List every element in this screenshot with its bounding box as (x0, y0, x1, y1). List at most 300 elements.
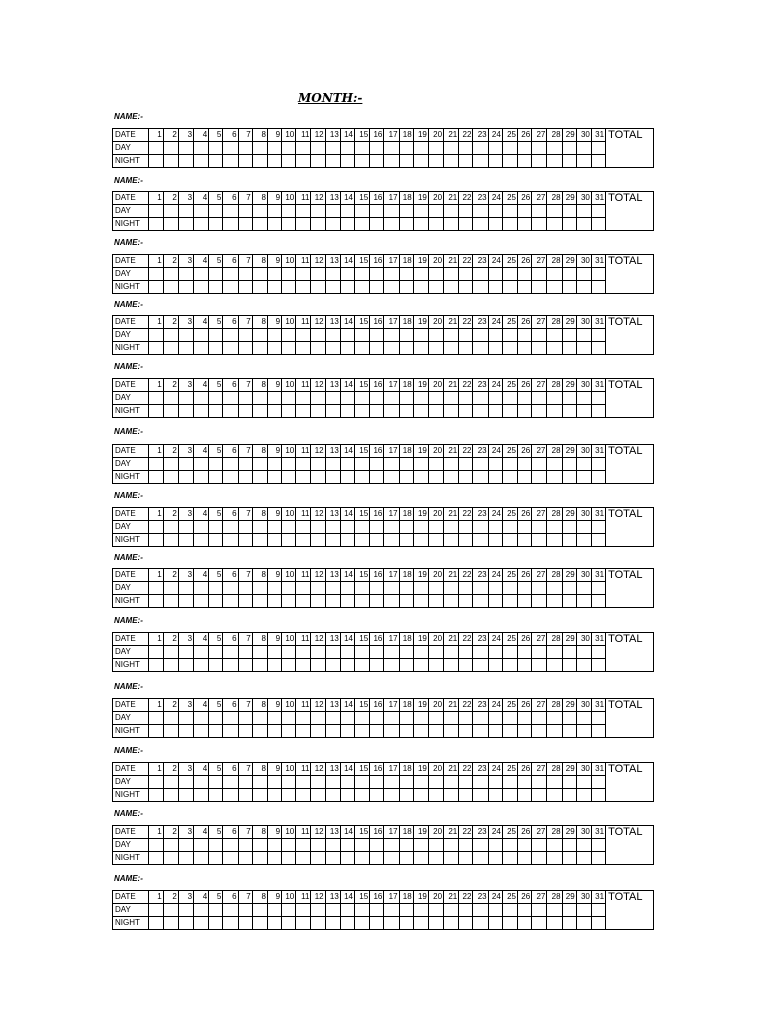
total-cell[interactable]: TOTAL (606, 508, 654, 547)
attendance-cell[interactable] (282, 155, 296, 168)
attendance-cell[interactable] (562, 458, 576, 471)
attendance-cell[interactable] (296, 712, 311, 725)
attendance-cell[interactable] (311, 712, 325, 725)
attendance-cell[interactable] (325, 776, 340, 789)
attendance-cell[interactable] (296, 405, 311, 418)
attendance-cell[interactable] (413, 405, 428, 418)
attendance-cell[interactable] (547, 776, 562, 789)
attendance-cell[interactable] (163, 342, 178, 355)
attendance-cell[interactable] (178, 458, 193, 471)
attendance-cell[interactable] (428, 521, 443, 534)
attendance-cell[interactable] (267, 659, 281, 672)
attendance-cell[interactable] (370, 281, 384, 294)
attendance-cell[interactable] (194, 789, 209, 802)
attendance-cell[interactable] (325, 268, 340, 281)
attendance-cell[interactable] (178, 776, 193, 789)
total-cell[interactable]: TOTAL (606, 826, 654, 865)
attendance-cell[interactable] (473, 218, 488, 231)
attendance-cell[interactable] (517, 392, 531, 405)
attendance-cell[interactable] (444, 521, 459, 534)
attendance-cell[interactable] (444, 595, 459, 608)
attendance-cell[interactable] (238, 155, 252, 168)
attendance-cell[interactable] (576, 281, 591, 294)
attendance-cell[interactable] (267, 281, 281, 294)
attendance-cell[interactable] (384, 839, 399, 852)
attendance-cell[interactable] (149, 142, 163, 155)
attendance-cell[interactable] (194, 595, 209, 608)
attendance-cell[interactable] (562, 155, 576, 168)
attendance-cell[interactable] (591, 268, 605, 281)
attendance-cell[interactable] (459, 917, 473, 930)
attendance-cell[interactable] (399, 595, 413, 608)
attendance-cell[interactable] (576, 329, 591, 342)
attendance-cell[interactable] (354, 582, 369, 595)
attendance-cell[interactable] (384, 646, 399, 659)
attendance-cell[interactable] (370, 329, 384, 342)
attendance-cell[interactable] (209, 646, 223, 659)
attendance-cell[interactable] (547, 458, 562, 471)
attendance-cell[interactable] (444, 917, 459, 930)
attendance-cell[interactable] (502, 595, 517, 608)
attendance-cell[interactable] (311, 471, 325, 484)
attendance-cell[interactable] (267, 329, 281, 342)
attendance-cell[interactable] (296, 904, 311, 917)
attendance-cell[interactable] (252, 659, 267, 672)
attendance-cell[interactable] (413, 142, 428, 155)
attendance-cell[interactable] (325, 904, 340, 917)
attendance-cell[interactable] (252, 268, 267, 281)
attendance-cell[interactable] (428, 659, 443, 672)
attendance-cell[interactable] (576, 712, 591, 725)
attendance-cell[interactable] (532, 142, 547, 155)
attendance-cell[interactable] (444, 268, 459, 281)
attendance-cell[interactable] (194, 155, 209, 168)
attendance-cell[interactable] (325, 281, 340, 294)
attendance-cell[interactable] (178, 646, 193, 659)
attendance-cell[interactable] (267, 595, 281, 608)
attendance-cell[interactable] (354, 776, 369, 789)
attendance-cell[interactable] (399, 392, 413, 405)
attendance-cell[interactable] (428, 142, 443, 155)
attendance-cell[interactable] (252, 342, 267, 355)
attendance-cell[interactable] (488, 595, 502, 608)
attendance-cell[interactable] (325, 458, 340, 471)
attendance-cell[interactable] (178, 839, 193, 852)
attendance-cell[interactable] (163, 582, 178, 595)
attendance-cell[interactable] (502, 917, 517, 930)
attendance-cell[interactable] (178, 142, 193, 155)
attendance-cell[interactable] (149, 521, 163, 534)
attendance-cell[interactable] (428, 595, 443, 608)
attendance-cell[interactable] (370, 725, 384, 738)
attendance-cell[interactable] (238, 268, 252, 281)
attendance-cell[interactable] (194, 646, 209, 659)
attendance-cell[interactable] (428, 789, 443, 802)
total-cell[interactable]: TOTAL (606, 763, 654, 802)
attendance-cell[interactable] (267, 852, 281, 865)
attendance-cell[interactable] (562, 392, 576, 405)
attendance-cell[interactable] (311, 534, 325, 547)
attendance-cell[interactable] (149, 646, 163, 659)
attendance-cell[interactable] (502, 471, 517, 484)
attendance-cell[interactable] (370, 405, 384, 418)
attendance-cell[interactable] (517, 268, 531, 281)
total-cell[interactable]: TOTAL (606, 255, 654, 294)
attendance-cell[interactable] (576, 595, 591, 608)
attendance-cell[interactable] (354, 917, 369, 930)
attendance-cell[interactable] (340, 776, 354, 789)
total-cell[interactable]: TOTAL (606, 699, 654, 738)
attendance-cell[interactable] (194, 218, 209, 231)
total-cell[interactable]: TOTAL (606, 891, 654, 930)
attendance-cell[interactable] (282, 521, 296, 534)
attendance-cell[interactable] (517, 725, 531, 738)
attendance-cell[interactable] (428, 534, 443, 547)
attendance-cell[interactable] (459, 342, 473, 355)
attendance-cell[interactable] (459, 205, 473, 218)
attendance-cell[interactable] (413, 218, 428, 231)
attendance-cell[interactable] (340, 789, 354, 802)
attendance-cell[interactable] (325, 142, 340, 155)
total-cell[interactable]: TOTAL (606, 129, 654, 168)
attendance-cell[interactable] (178, 281, 193, 294)
attendance-cell[interactable] (488, 725, 502, 738)
attendance-cell[interactable] (282, 281, 296, 294)
attendance-cell[interactable] (591, 329, 605, 342)
attendance-cell[interactable] (354, 712, 369, 725)
attendance-cell[interactable] (562, 659, 576, 672)
attendance-cell[interactable] (532, 582, 547, 595)
attendance-cell[interactable] (223, 392, 238, 405)
attendance-cell[interactable] (591, 582, 605, 595)
attendance-cell[interactable] (459, 839, 473, 852)
attendance-cell[interactable] (384, 917, 399, 930)
attendance-cell[interactable] (488, 218, 502, 231)
attendance-cell[interactable] (223, 659, 238, 672)
attendance-cell[interactable] (163, 392, 178, 405)
attendance-cell[interactable] (340, 218, 354, 231)
attendance-cell[interactable] (252, 471, 267, 484)
attendance-cell[interactable] (547, 392, 562, 405)
attendance-cell[interactable] (238, 595, 252, 608)
attendance-cell[interactable] (547, 205, 562, 218)
attendance-cell[interactable] (149, 595, 163, 608)
attendance-cell[interactable] (399, 534, 413, 547)
attendance-cell[interactable] (502, 646, 517, 659)
attendance-cell[interactable] (296, 458, 311, 471)
attendance-cell[interactable] (354, 839, 369, 852)
attendance-cell[interactable] (238, 471, 252, 484)
attendance-cell[interactable] (149, 725, 163, 738)
attendance-cell[interactable] (576, 725, 591, 738)
attendance-cell[interactable] (194, 776, 209, 789)
attendance-cell[interactable] (459, 329, 473, 342)
attendance-cell[interactable] (163, 142, 178, 155)
attendance-cell[interactable] (340, 281, 354, 294)
attendance-cell[interactable] (267, 712, 281, 725)
attendance-cell[interactable] (444, 329, 459, 342)
attendance-cell[interactable] (428, 712, 443, 725)
attendance-cell[interactable] (252, 839, 267, 852)
attendance-cell[interactable] (238, 281, 252, 294)
attendance-cell[interactable] (488, 712, 502, 725)
attendance-cell[interactable] (178, 218, 193, 231)
attendance-cell[interactable] (591, 646, 605, 659)
attendance-cell[interactable] (340, 917, 354, 930)
attendance-cell[interactable] (384, 458, 399, 471)
attendance-cell[interactable] (562, 471, 576, 484)
attendance-cell[interactable] (267, 155, 281, 168)
attendance-cell[interactable] (209, 582, 223, 595)
attendance-cell[interactable] (325, 405, 340, 418)
attendance-cell[interactable] (591, 917, 605, 930)
attendance-cell[interactable] (163, 155, 178, 168)
attendance-cell[interactable] (238, 329, 252, 342)
attendance-cell[interactable] (178, 917, 193, 930)
attendance-cell[interactable] (399, 917, 413, 930)
attendance-cell[interactable] (178, 712, 193, 725)
attendance-cell[interactable] (178, 471, 193, 484)
attendance-cell[interactable] (209, 405, 223, 418)
attendance-cell[interactable] (547, 839, 562, 852)
attendance-cell[interactable] (532, 471, 547, 484)
attendance-cell[interactable] (502, 281, 517, 294)
attendance-cell[interactable] (576, 917, 591, 930)
attendance-cell[interactable] (413, 268, 428, 281)
attendance-cell[interactable] (296, 471, 311, 484)
attendance-cell[interactable] (252, 142, 267, 155)
attendance-cell[interactable] (252, 712, 267, 725)
attendance-cell[interactable] (311, 205, 325, 218)
attendance-cell[interactable] (488, 789, 502, 802)
attendance-cell[interactable] (296, 205, 311, 218)
attendance-cell[interactable] (223, 904, 238, 917)
attendance-cell[interactable] (209, 904, 223, 917)
attendance-cell[interactable] (473, 205, 488, 218)
attendance-cell[interactable] (488, 852, 502, 865)
attendance-cell[interactable] (238, 852, 252, 865)
attendance-cell[interactable] (488, 142, 502, 155)
attendance-cell[interactable] (473, 852, 488, 865)
attendance-cell[interactable] (209, 595, 223, 608)
attendance-cell[interactable] (413, 458, 428, 471)
attendance-cell[interactable] (325, 342, 340, 355)
attendance-cell[interactable] (562, 342, 576, 355)
attendance-cell[interactable] (591, 142, 605, 155)
attendance-cell[interactable] (267, 342, 281, 355)
attendance-cell[interactable] (576, 789, 591, 802)
attendance-cell[interactable] (413, 281, 428, 294)
attendance-cell[interactable] (340, 534, 354, 547)
attendance-cell[interactable] (178, 852, 193, 865)
attendance-cell[interactable] (209, 659, 223, 672)
attendance-cell[interactable] (325, 392, 340, 405)
attendance-cell[interactable] (311, 852, 325, 865)
attendance-cell[interactable] (370, 582, 384, 595)
attendance-cell[interactable] (547, 904, 562, 917)
attendance-cell[interactable] (163, 646, 178, 659)
attendance-cell[interactable] (325, 218, 340, 231)
attendance-cell[interactable] (517, 329, 531, 342)
attendance-cell[interactable] (532, 712, 547, 725)
attendance-cell[interactable] (370, 155, 384, 168)
attendance-cell[interactable] (267, 471, 281, 484)
attendance-cell[interactable] (354, 329, 369, 342)
attendance-cell[interactable] (459, 392, 473, 405)
attendance-cell[interactable] (163, 281, 178, 294)
attendance-cell[interactable] (459, 281, 473, 294)
attendance-cell[interactable] (194, 342, 209, 355)
attendance-cell[interactable] (178, 534, 193, 547)
attendance-cell[interactable] (473, 582, 488, 595)
attendance-cell[interactable] (163, 268, 178, 281)
attendance-cell[interactable] (354, 281, 369, 294)
attendance-cell[interactable] (223, 142, 238, 155)
total-cell[interactable]: TOTAL (606, 445, 654, 484)
attendance-cell[interactable] (547, 789, 562, 802)
attendance-cell[interactable] (413, 155, 428, 168)
attendance-cell[interactable] (547, 595, 562, 608)
attendance-cell[interactable] (209, 205, 223, 218)
attendance-cell[interactable] (444, 904, 459, 917)
attendance-cell[interactable] (576, 458, 591, 471)
attendance-cell[interactable] (473, 471, 488, 484)
attendance-cell[interactable] (267, 534, 281, 547)
attendance-cell[interactable] (576, 776, 591, 789)
attendance-cell[interactable] (296, 852, 311, 865)
attendance-cell[interactable] (370, 917, 384, 930)
attendance-cell[interactable] (576, 155, 591, 168)
attendance-cell[interactable] (444, 392, 459, 405)
attendance-cell[interactable] (428, 471, 443, 484)
attendance-cell[interactable] (576, 392, 591, 405)
attendance-cell[interactable] (488, 582, 502, 595)
attendance-cell[interactable] (311, 725, 325, 738)
attendance-cell[interactable] (562, 521, 576, 534)
attendance-cell[interactable] (209, 776, 223, 789)
attendance-cell[interactable] (384, 155, 399, 168)
attendance-cell[interactable] (502, 582, 517, 595)
attendance-cell[interactable] (399, 155, 413, 168)
attendance-cell[interactable] (576, 218, 591, 231)
attendance-cell[interactable] (399, 712, 413, 725)
attendance-cell[interactable] (517, 471, 531, 484)
attendance-cell[interactable] (149, 712, 163, 725)
attendance-cell[interactable] (473, 712, 488, 725)
attendance-cell[interactable] (282, 218, 296, 231)
attendance-cell[interactable] (238, 839, 252, 852)
attendance-cell[interactable] (209, 142, 223, 155)
attendance-cell[interactable] (488, 839, 502, 852)
attendance-cell[interactable] (209, 281, 223, 294)
attendance-cell[interactable] (384, 725, 399, 738)
attendance-cell[interactable] (413, 917, 428, 930)
attendance-cell[interactable] (252, 218, 267, 231)
attendance-cell[interactable] (399, 329, 413, 342)
attendance-cell[interactable] (473, 659, 488, 672)
attendance-cell[interactable] (296, 268, 311, 281)
attendance-cell[interactable] (354, 342, 369, 355)
attendance-cell[interactable] (473, 534, 488, 547)
attendance-cell[interactable] (547, 342, 562, 355)
attendance-cell[interactable] (547, 917, 562, 930)
attendance-cell[interactable] (547, 659, 562, 672)
attendance-cell[interactable] (370, 712, 384, 725)
attendance-cell[interactable] (149, 471, 163, 484)
attendance-cell[interactable] (517, 776, 531, 789)
attendance-cell[interactable] (502, 725, 517, 738)
attendance-cell[interactable] (223, 281, 238, 294)
attendance-cell[interactable] (384, 582, 399, 595)
attendance-cell[interactable] (384, 712, 399, 725)
attendance-cell[interactable] (311, 839, 325, 852)
attendance-cell[interactable] (444, 776, 459, 789)
attendance-cell[interactable] (532, 917, 547, 930)
attendance-cell[interactable] (473, 917, 488, 930)
attendance-cell[interactable] (163, 917, 178, 930)
attendance-cell[interactable] (149, 405, 163, 418)
attendance-cell[interactable] (576, 659, 591, 672)
attendance-cell[interactable] (296, 155, 311, 168)
attendance-cell[interactable] (517, 646, 531, 659)
attendance-cell[interactable] (502, 205, 517, 218)
attendance-cell[interactable] (428, 155, 443, 168)
attendance-cell[interactable] (488, 917, 502, 930)
attendance-cell[interactable] (252, 725, 267, 738)
attendance-cell[interactable] (459, 776, 473, 789)
attendance-cell[interactable] (370, 521, 384, 534)
attendance-cell[interactable] (444, 534, 459, 547)
attendance-cell[interactable] (178, 521, 193, 534)
attendance-cell[interactable] (325, 534, 340, 547)
attendance-cell[interactable] (282, 725, 296, 738)
attendance-cell[interactable] (473, 646, 488, 659)
attendance-cell[interactable] (149, 268, 163, 281)
attendance-cell[interactable] (370, 646, 384, 659)
attendance-cell[interactable] (488, 659, 502, 672)
attendance-cell[interactable] (384, 852, 399, 865)
attendance-cell[interactable] (532, 155, 547, 168)
attendance-cell[interactable] (532, 218, 547, 231)
attendance-cell[interactable] (562, 712, 576, 725)
attendance-cell[interactable] (413, 342, 428, 355)
attendance-cell[interactable] (459, 789, 473, 802)
attendance-cell[interactable] (384, 789, 399, 802)
attendance-cell[interactable] (473, 789, 488, 802)
attendance-cell[interactable] (473, 904, 488, 917)
attendance-cell[interactable] (223, 268, 238, 281)
attendance-cell[interactable] (311, 917, 325, 930)
attendance-cell[interactable] (444, 281, 459, 294)
attendance-cell[interactable] (149, 281, 163, 294)
attendance-cell[interactable] (252, 521, 267, 534)
attendance-cell[interactable] (340, 646, 354, 659)
attendance-cell[interactable] (384, 329, 399, 342)
attendance-cell[interactable] (384, 405, 399, 418)
attendance-cell[interactable] (502, 852, 517, 865)
attendance-cell[interactable] (547, 155, 562, 168)
attendance-cell[interactable] (340, 405, 354, 418)
attendance-cell[interactable] (488, 329, 502, 342)
attendance-cell[interactable] (370, 659, 384, 672)
attendance-cell[interactable] (282, 595, 296, 608)
attendance-cell[interactable] (591, 458, 605, 471)
attendance-cell[interactable] (517, 659, 531, 672)
attendance-cell[interactable] (576, 205, 591, 218)
attendance-cell[interactable] (149, 534, 163, 547)
attendance-cell[interactable] (252, 205, 267, 218)
total-cell[interactable]: TOTAL (606, 379, 654, 418)
